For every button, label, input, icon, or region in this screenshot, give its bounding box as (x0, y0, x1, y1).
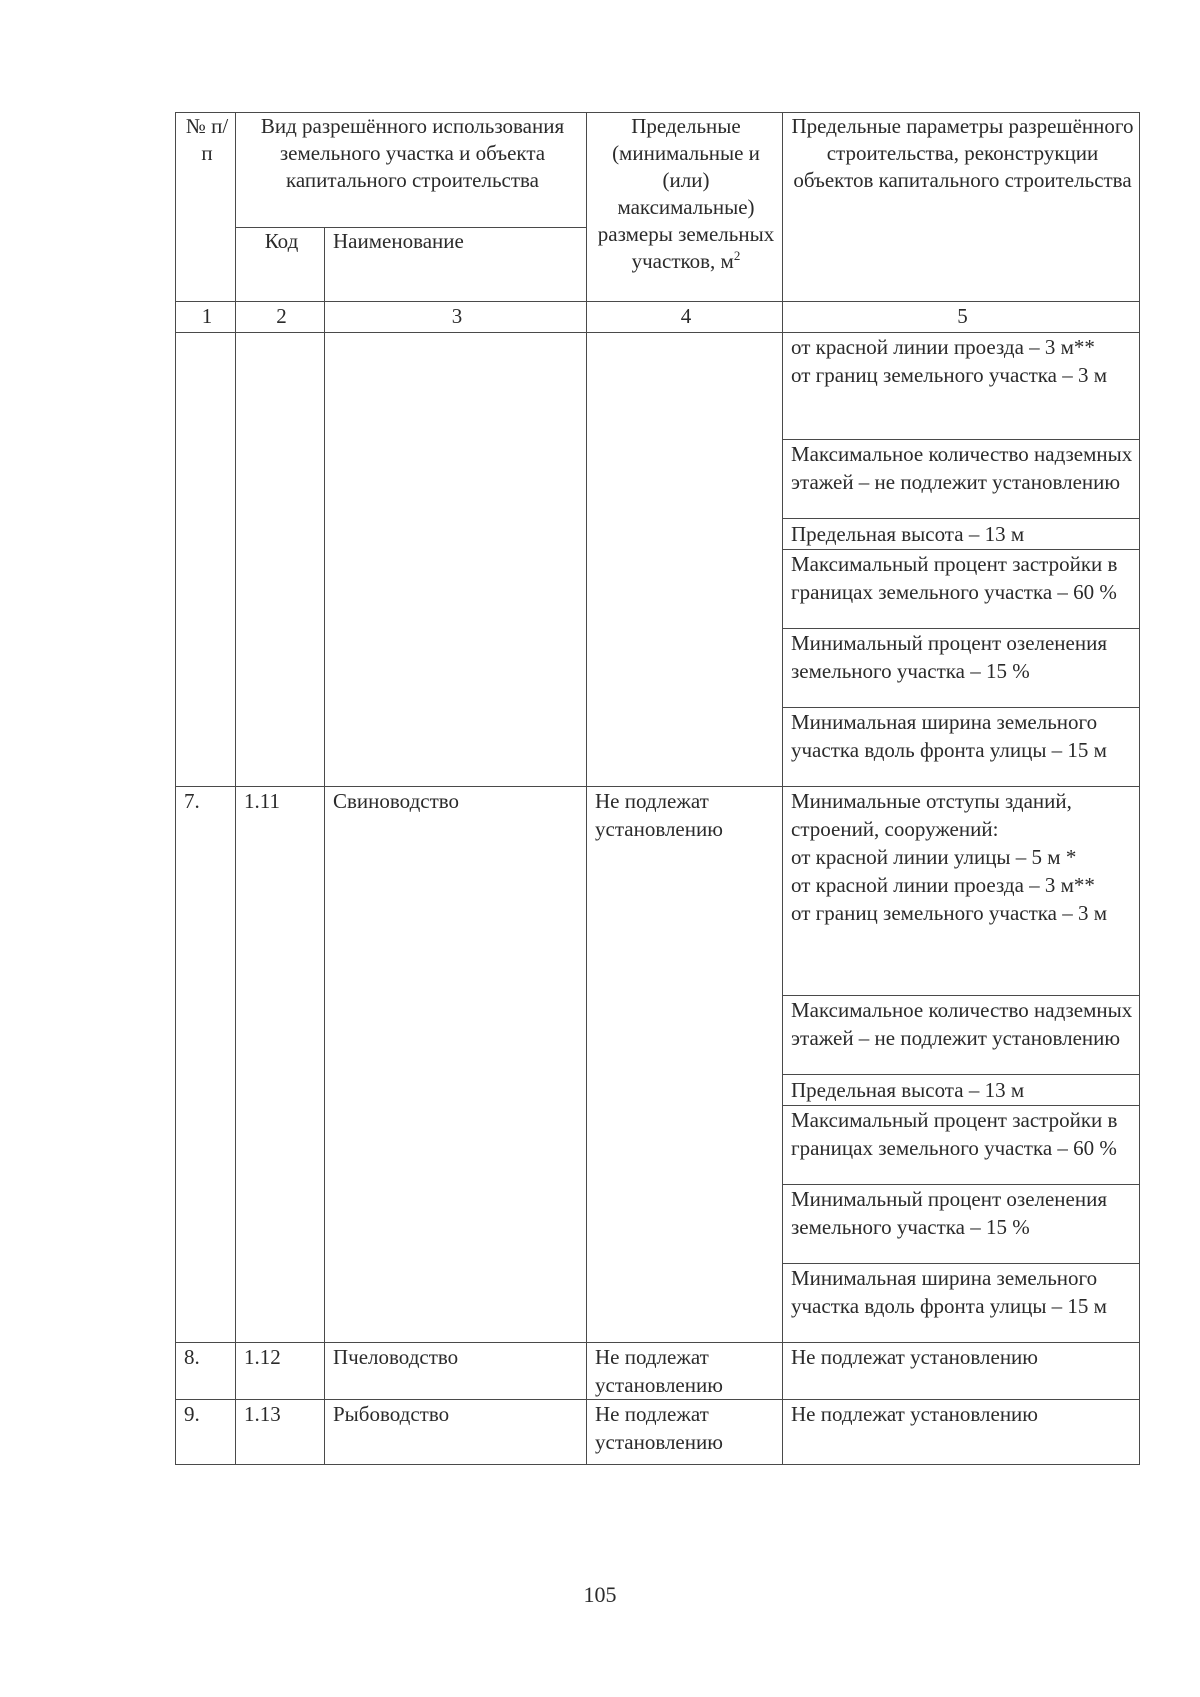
row-param-3 (783, 1075, 1140, 1106)
header-use-type-label: Вид разрешённого использования земельного участка и объекта капитального строительства (260, 114, 565, 192)
row-param-5 (783, 1185, 1140, 1264)
param-text: Минимальная ширина земельного участка вдоль фронта улицы – 15 м (791, 710, 1107, 762)
row-param-4 (783, 1106, 1140, 1185)
continuation-number-cell (176, 333, 236, 787)
param-text: Максимальный процент застройки в границах земельного участка – 60 % (791, 1108, 1118, 1160)
continuation-row (176, 333, 1140, 440)
row-code: 1.11 (236, 787, 325, 1343)
continuation-name-cell (325, 333, 587, 787)
param-text: Минимальный процент озеленения земельного участка – 15 % (791, 1187, 1108, 1239)
header-parameters-label: Предельные параметры разрешённого строительства, реконструкции объектов капитального строительства (791, 114, 1134, 192)
row-number: 7. (176, 787, 236, 1343)
param-text: Максимальное количество надземных этажей – не подлежит установлению (791, 442, 1133, 494)
row-number: 8. (176, 1343, 236, 1400)
row-name: Пчеловодство (325, 1343, 587, 1400)
row-number: 9. (176, 1400, 236, 1465)
row-sizes: Не подлежат установлению (587, 787, 783, 1343)
continuation-param-5 (783, 629, 1140, 708)
header-plot-sizes-sup: 2 (733, 248, 741, 263)
row-param-1: Не подлежат установлению (783, 1343, 1140, 1400)
header-name-label: Наименование (333, 228, 464, 253)
header-code-cell (236, 227, 325, 301)
header-number-cell (176, 113, 236, 302)
column-number-2: 2 (236, 302, 325, 333)
header-row-top (176, 113, 1140, 228)
row-name: Рыбоводство (325, 1400, 587, 1465)
column-number-row (176, 302, 1140, 333)
header-parameters-cell (783, 113, 1140, 302)
continuation-param-2 (783, 440, 1140, 519)
row-param-1: Не подлежат установлению (783, 1400, 1140, 1465)
param-text: Предельная высота – 13 м (791, 1078, 1025, 1102)
continuation-param-6 (783, 708, 1140, 787)
row-sizes: Не подлежат установлению (587, 1400, 783, 1465)
row-sizes: Не подлежат установлению (587, 1343, 783, 1400)
row-code: 1.12 (236, 1343, 325, 1400)
param-text: Минимальная ширина земельного участка вдоль фронта улицы – 15 м (791, 1266, 1107, 1318)
column-number-4: 4 (587, 302, 783, 333)
row-param-6 (783, 1264, 1140, 1343)
row-param-1 (783, 787, 1140, 996)
header-use-type-cell (236, 113, 587, 228)
param-text: Максимальное количество надземных этажей – не подлежит установлению (791, 998, 1133, 1050)
header-plot-sizes-label: Предельные (минимальные и (или) максимальные) размеры земельных участков, м (597, 114, 775, 273)
row-code: 1.13 (236, 1400, 325, 1465)
continuation-param-4 (783, 550, 1140, 629)
table-row (176, 1343, 1140, 1400)
row-param-2 (783, 996, 1140, 1075)
page-number: 105 (583, 1582, 617, 1607)
continuation-sizes-cell (587, 333, 783, 787)
header-number-label: № п/п (185, 114, 229, 165)
param-text: от красной линии проезда – 3 м** от границ земельного участка – 3 м (791, 335, 1108, 387)
row-name: Свиноводство (325, 787, 587, 1343)
continuation-code-cell (236, 333, 325, 787)
column-number-1: 1 (176, 302, 236, 333)
header-name-cell (325, 227, 587, 301)
param-text: Максимальный процент застройки в границах земельного участка – 60 % (791, 552, 1118, 604)
param-text: Предельная высота – 13 м (791, 522, 1025, 546)
header-plot-sizes-cell (587, 113, 783, 302)
param-text: Минимальные отступы зданий, строений, сооружений: от красной линии улицы – 5 м * от красной линии проезда – 3 м** от границ земельного участка – 3 м (791, 789, 1108, 925)
header-code-label: Код (264, 228, 299, 253)
table-row (176, 1400, 1140, 1465)
table-row (176, 787, 1140, 996)
continuation-param-1 (783, 333, 1140, 440)
param-text: Минимальный процент озеленения земельного участка – 15 % (791, 631, 1108, 683)
column-number-3: 3 (325, 302, 587, 333)
continuation-param-3 (783, 519, 1140, 550)
land-use-regulations-table (175, 112, 1140, 1465)
column-number-5: 5 (783, 302, 1140, 333)
